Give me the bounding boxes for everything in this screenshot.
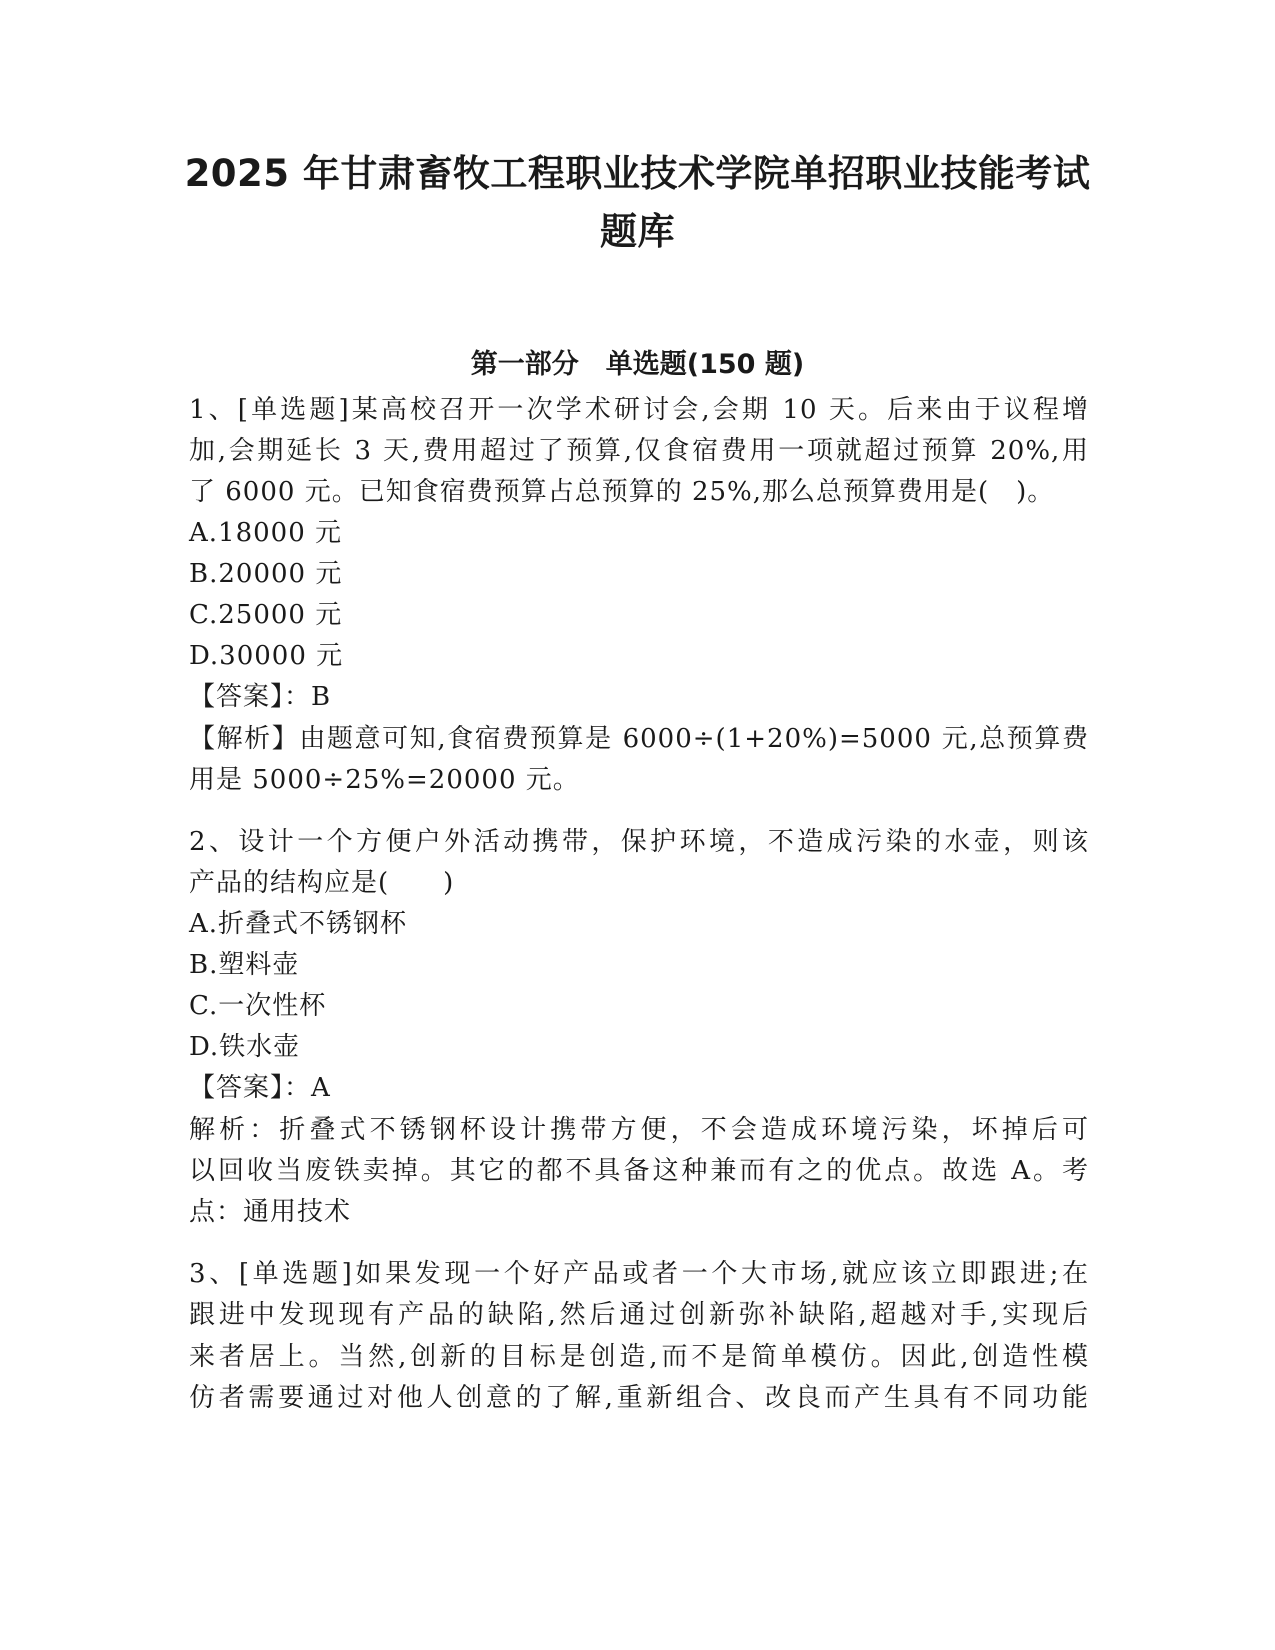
question-3-line-2: 跟进中发现现有产品的缺陷,然后通过创新弥补缺陷,超越对手,实现后 xyxy=(189,1300,1089,1330)
question-1-line-3: 了 6000 元。已知食宿费预算占总预算的 25%,那么总预算费用是( )。 xyxy=(189,477,1055,507)
question-2-answer: 【答案】：A xyxy=(189,1073,331,1103)
question-2-option-c: C.一次性杯 xyxy=(189,991,327,1021)
question-2-option-d: D.铁水壶 xyxy=(189,1032,301,1062)
question-2-analysis-line-2: 以回收当废铁卖掉。其它的都不具备这种兼而有之的优点。故选 A。考 xyxy=(189,1156,1089,1186)
question-1-option-a: A.18000 元 xyxy=(189,518,343,548)
question-1-option-b: B.20000 元 xyxy=(189,559,343,589)
question-1-option-d: D.30000 元 xyxy=(189,641,344,671)
question-3-line-3: 来者居上。当然,创新的目标是创造,而不是简单模仿。因此,创造性模 xyxy=(189,1342,1089,1372)
question-1-line-2: 加,会期延长 3 天,费用超过了预算,仅食宿费用一项就超过预算 20%,用 xyxy=(189,436,1089,466)
section-title: 第一部分 单选题(150 题) xyxy=(470,349,805,380)
question-2-line-2: 产品的结构应是( ) xyxy=(189,868,455,898)
title-line-2: 题库 xyxy=(600,210,675,253)
question-1-option-c: C.25000 元 xyxy=(189,600,343,630)
question-1-analysis-line-2: 用是 5000÷25%=20000 元。 xyxy=(189,765,580,795)
question-1-line-1: 1、[单选题]某高校召开一次学术研讨会,会期 10 天。后来由于议程增 xyxy=(189,395,1089,425)
document-title xyxy=(150,145,1125,261)
question-2-line-1: 2、设计一个方便户外活动携带，保护环境，不造成污染的水壶，则该 xyxy=(189,827,1089,857)
question-1-answer: 【答案】：B xyxy=(189,682,332,712)
question-3-line-1: 3、[单选题]如果发现一个好产品或者一个大市场,就应该立即跟进;在 xyxy=(189,1259,1089,1289)
question-2-option-b: B.塑料壶 xyxy=(189,950,300,980)
title-line-1: 2025 年甘肃畜牧工程职业技术学院单招职业技能考试 xyxy=(184,152,1091,195)
question-2-option-a: A.折叠式不锈钢杯 xyxy=(189,909,408,939)
question-3-line-4: 仿者需要通过对他人创意的了解,重新组合、改良而产生具有不同功能 xyxy=(189,1383,1089,1413)
question-1-analysis-line-1: 【解析】由题意可知,食宿费预算是 6000÷(1+20%)=5000 元,总预算费 xyxy=(189,724,1089,754)
question-2-analysis-line-3: 点：通用技术 xyxy=(189,1197,352,1227)
question-2-analysis-line-1: 解析：折叠式不锈钢杯设计携带方便，不会造成环境污染，坏掉后可 xyxy=(189,1115,1089,1145)
